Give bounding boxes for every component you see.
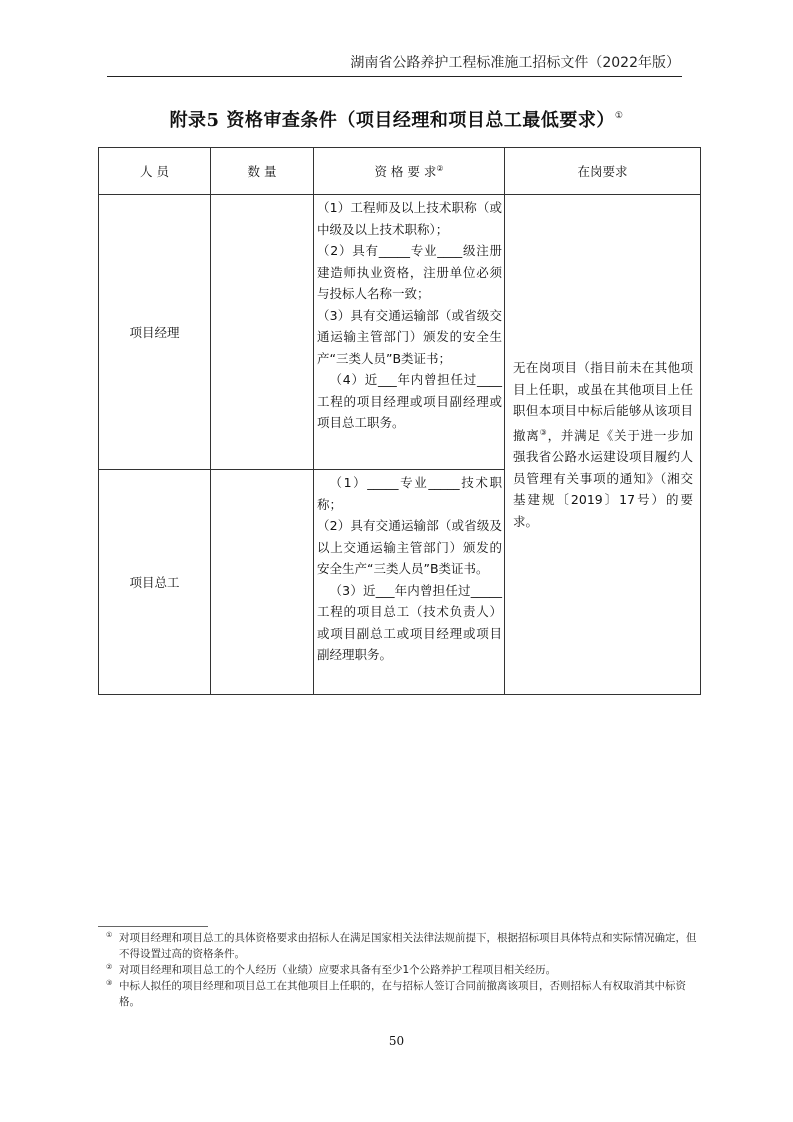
appendix-title <box>0 106 793 132</box>
running-header: 湖南省公路养护工程标准施工招标文件（2022年版） <box>350 55 680 71</box>
footnote-mark: ② <box>106 963 113 971</box>
requirement-item: （1）_____专业_____技术职称； <box>317 475 502 512</box>
title-footnote-mark: ① <box>614 111 624 121</box>
requirement-item: （2）具有_____专业____级注册建造师执业资格，注册单位必须与投标人名称一致； <box>317 243 502 301</box>
role-project-manager: 项目经理 <box>99 195 211 470</box>
table-row-project-manager <box>99 195 701 470</box>
post-requirement-text <box>513 357 693 532</box>
role-chief-engineer: 项目总工 <box>99 470 211 695</box>
post-requirement-after: ，并满足《关于进一步加强我省公路水运建设项目履约人员管理有关事项的通知》（湘交基建规〔2019〕17号）的要求。 <box>513 427 693 529</box>
footnote-text: 对项目经理和项目总工的具体资格要求由招标人在满足国家相关法律法规前提下，根据招标项目具体特点和实际情况确定，但不得设置过高的资格条件。 <box>119 932 697 960</box>
requirements-project-manager <box>314 195 505 470</box>
header-rule <box>107 76 682 77</box>
qualification-footnote-mark: ② <box>436 164 444 173</box>
column-header-personnel: 人 员 <box>99 148 211 195</box>
post-requirement-before: 无在岗项目（指目前未在其他项目上任职，或虽在其他项目上任职但本项目中标后能够从该项目撤离 <box>513 360 693 443</box>
column-header-quantity: 数 量 <box>211 148 314 195</box>
column-header-qualification <box>314 148 505 195</box>
footnote <box>106 930 706 962</box>
footnote <box>106 962 706 978</box>
post-requirement-footnote-mark: ③ <box>539 427 548 437</box>
appendix-title-text: 附录5 资格审查条件（项目经理和项目总工最低要求） <box>169 110 615 131</box>
requirement-item: （3）近___年内曾担任过_____工程的项目总工（技术负责人）或项目副总工或项目经理或项目副经理职务。 <box>317 582 502 662</box>
footnote-mark: ① <box>106 931 113 939</box>
requirement-item: （3）具有交通运输部（或省级交通运输主管部门）颁发的安全生产“三类人员”B类证书； <box>317 307 502 366</box>
page-number: 50 <box>388 1034 405 1048</box>
requirement-item: （2）具有交通运输部（或省级及以上交通运输主管部门）颁发的安全生产“三类人员”B类证书。 <box>317 518 502 576</box>
footnote-separator <box>98 926 208 927</box>
post-requirement-cell <box>505 195 701 695</box>
quantity-chief-engineer <box>211 470 314 695</box>
table-header-row <box>99 148 701 195</box>
requirement-item: （1）工程师及以上技术职称（或中级及以上技术职称）； <box>317 200 502 237</box>
quantity-project-manager <box>211 195 314 470</box>
column-header-post: 在岗要求 <box>505 148 701 195</box>
requirement-item: （4）近___年内曾担任过____工程的项目经理或项目副经理或项目总工职务。 <box>317 372 502 430</box>
footnote-text: 对项目经理和项目总工的个人经历（业绩）应要求具备有至少1个公路养护工程项目相关经历。 <box>119 964 557 976</box>
requirements-chief-engineer <box>314 470 505 695</box>
footnote-text: 中标人拟任的项目经理和项目总工在其他项目上任职的，在与招标人签订合同前撤离该项目，否则招标人有权取消其中标资格。 <box>119 980 686 1008</box>
qualification-table <box>98 147 701 695</box>
footnotes <box>106 930 706 1010</box>
column-header-qualification-label: 资 格 要 求 <box>374 164 437 179</box>
footnote <box>106 978 706 1010</box>
footnote-mark: ③ <box>106 979 113 987</box>
